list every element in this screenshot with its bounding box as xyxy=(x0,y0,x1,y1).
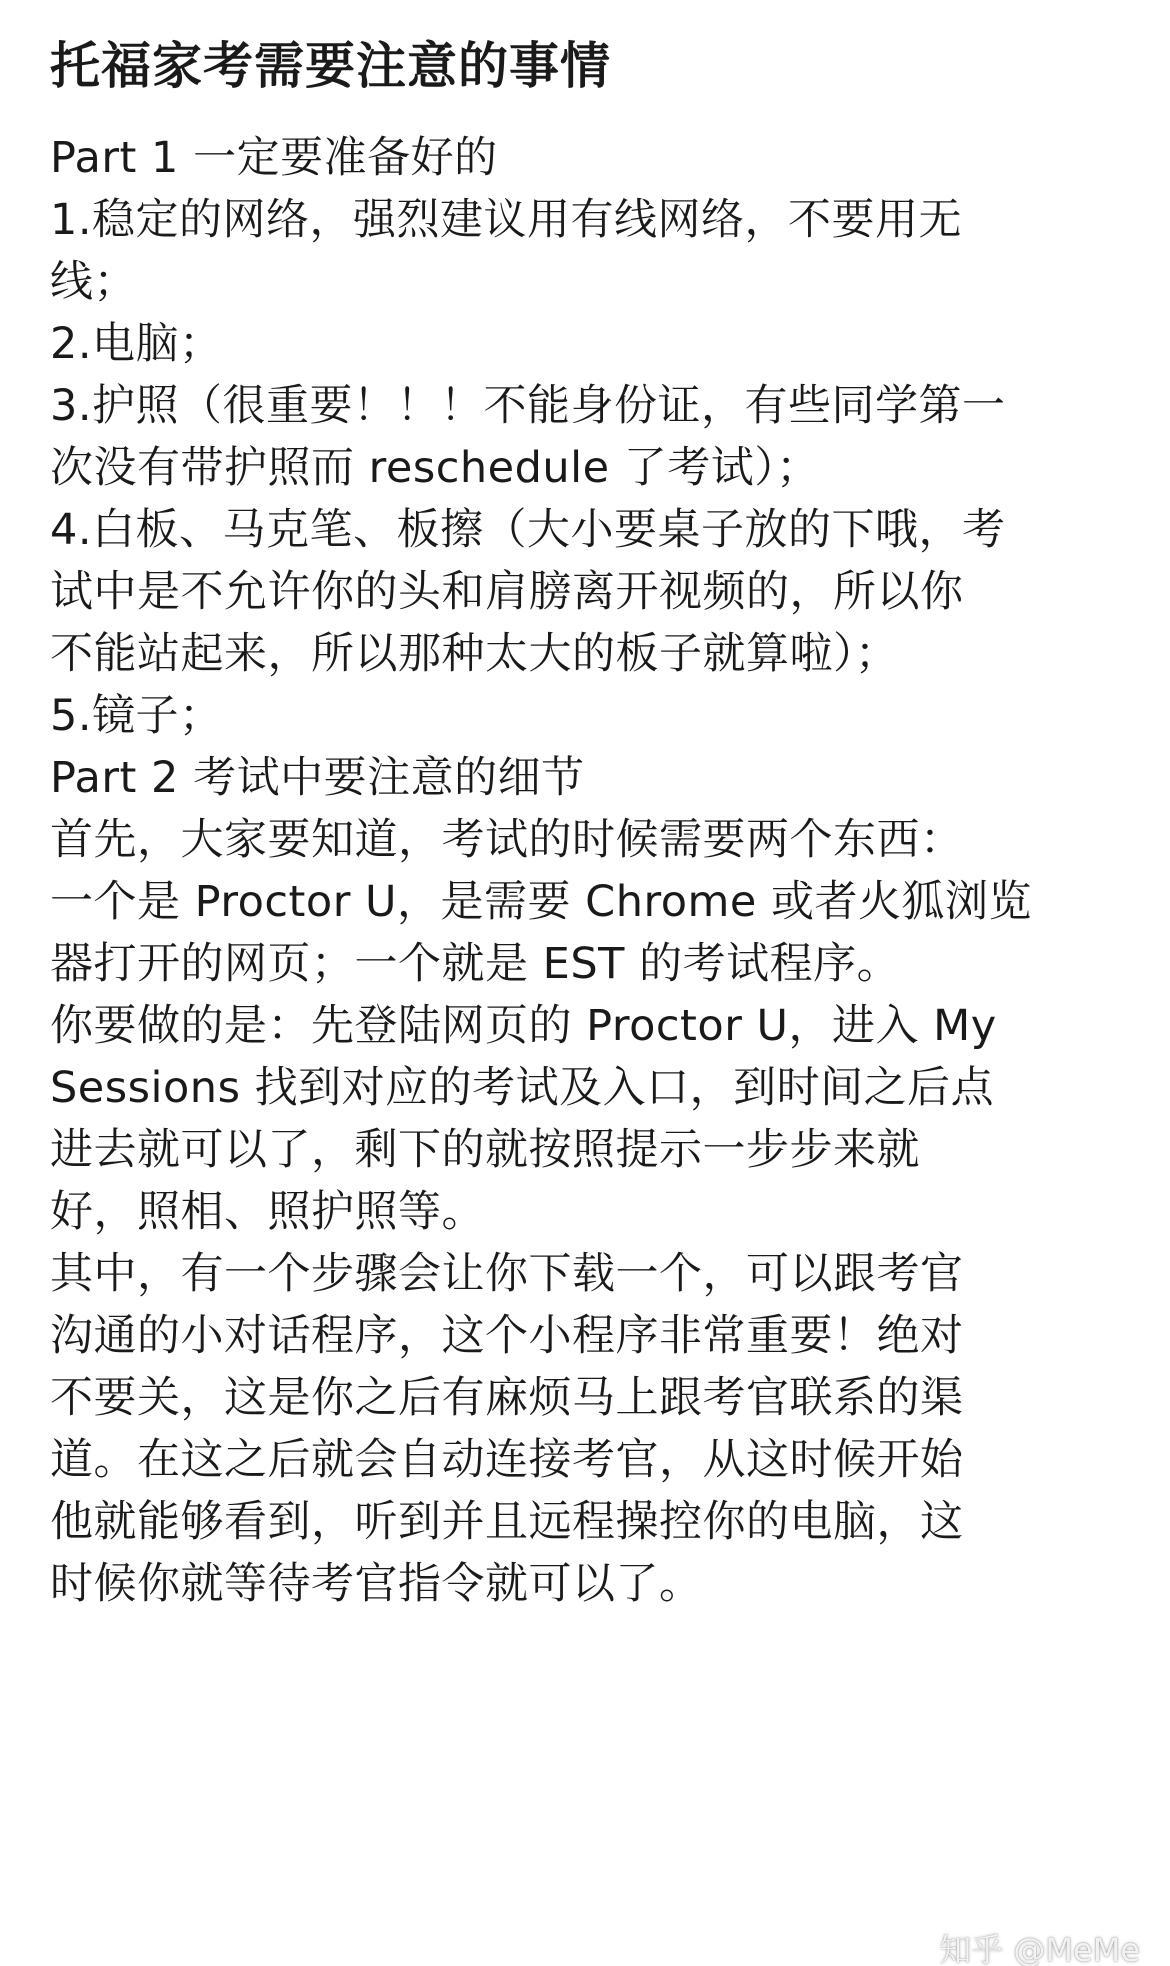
section-heading: Part 2 考试中要注意的细节 xyxy=(50,753,585,803)
text-line: 沟通的小对话程序，这个小程序非常重要！绝对 xyxy=(50,1311,964,1361)
text-line: 次没有带护照而 reschedule 了考试）； xyxy=(50,443,820,493)
text-line: 进去就可以了，剩下的就按照提示一步步来就 xyxy=(50,1125,920,1175)
text-line: 其中，有一个步骤会让你下载一个，可以跟考官 xyxy=(50,1249,964,1299)
text-line: 试中是不允许你的头和肩膀离开视频的，所以你 xyxy=(50,567,964,617)
text-line: 你要做的是：先登陆网页的 Proctor U，进入 My xyxy=(50,1001,997,1051)
text-line: 他就能够看到，听到并且远程操控你的电脑，这 xyxy=(50,1497,964,1547)
text-line: 时候你就等待考官指令就可以了。 xyxy=(50,1559,703,1609)
text-line: 2.电脑； xyxy=(50,319,223,369)
text-line: 5.镜子； xyxy=(50,691,223,741)
text-line: 1.稳定的网络，强烈建议用有线网络，不要用无 xyxy=(50,195,963,245)
text-line: 首先，大家要知道，考试的时候需要两个东西： xyxy=(50,815,964,865)
zhihu-watermark: 知乎 @MeMe xyxy=(939,1931,1140,1966)
text-line: 不要关，这是你之后有麻烦马上跟考官联系的渠 xyxy=(50,1373,964,1423)
text-line: 3.护照（很重要！！！不能身份证，有些同学第一 xyxy=(50,381,1006,431)
text-line: Sessions 找到对应的考试及入口，到时间之后点 xyxy=(50,1063,995,1113)
text-line: 好，照相、照护照等。 xyxy=(50,1187,485,1237)
text-line: Part 1 一定要准备好的 xyxy=(50,133,498,183)
text-line: 一个是 Proctor U，是需要 Chrome 或者火狐浏览 xyxy=(50,877,1033,927)
text-line: 道。在这之后就会自动连接考官，从这时候开始 xyxy=(50,1435,964,1485)
text-line: 线； xyxy=(50,257,137,307)
article-title: 托福家考需要注意的事情 xyxy=(50,37,611,95)
text-line: 不能站起来，所以那种太大的板子就算啦）； xyxy=(50,629,899,679)
text-line: 器打开的网页；一个就是 EST 的考试程序。 xyxy=(50,939,901,989)
text-line: 4.白板、马克笔、板擦（大小要桌子放的下哦，考 xyxy=(50,505,1006,555)
